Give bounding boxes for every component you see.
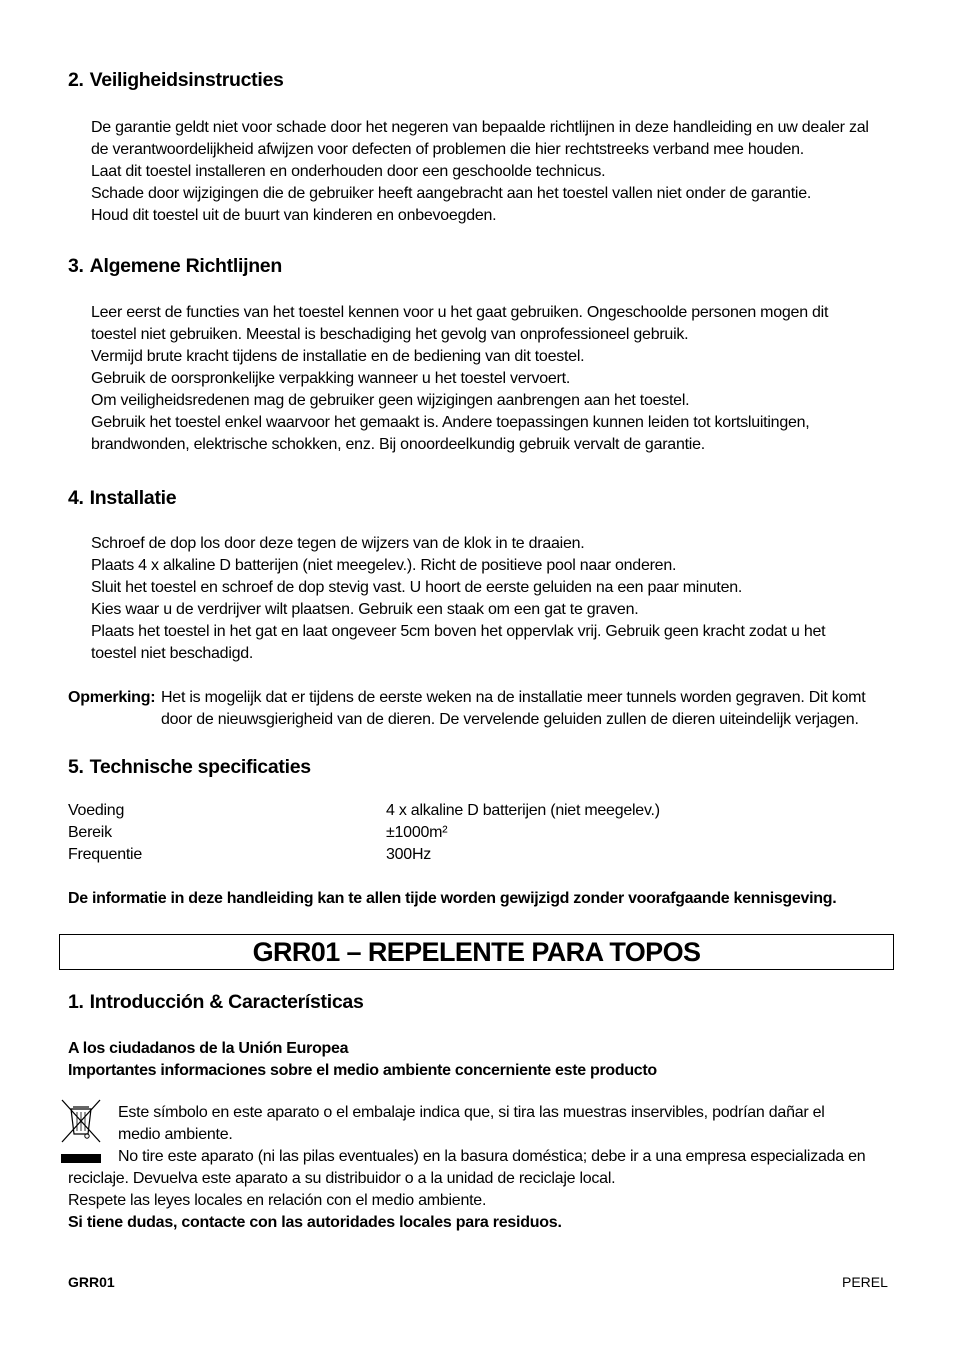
section-title: Introducción & Características [89,991,364,1013]
section-title: Installatie [89,487,177,509]
env-text-line: No tire este aparato (ni las pilas eventuales) en la basura doméstica; debe ir a una empresa especializada en [118,1148,866,1165]
text-line: Gebruik het toestel enkel waarvoor het gemaakt is. Andere toepassingen kunnen leiden tot kortsluitingen, [91,414,810,431]
spec-key: Voeding [68,802,125,819]
eu-heading: A los ciudadanos de la Unión Europea [68,1040,349,1057]
section-heading-technische-specificaties [68,756,311,779]
text-line: Houd dit toestel uit de buurt van kinderen en onbevoegden. [91,207,497,224]
text-line: de verantwoordelijkheid afwijzen voor defecten of problemen die hier rechtstreeks verband mee houden. [91,141,804,158]
section-title: Veiligheidsinstructies [89,69,284,91]
env-text-line: Este símbolo en este aparato o el embalaje indica que, si tira las muestras inservibles, podrían dañar el [118,1104,825,1121]
section-heading-algemene-richtlijnen [68,255,282,278]
section-heading-introduccion [68,991,364,1014]
spec-value: 300Hz [386,846,431,863]
section-number: 2. [68,69,84,91]
footer-brand: PEREL [842,1274,888,1290]
text-line: Gebruik de oorspronkelijke verpakking wanneer u het toestel vervoert. [91,370,571,387]
text-line: toestel niet beschadigd. [91,645,254,662]
section-title: Technische specificaties [89,756,311,778]
language-section-banner: GRR01 – REPELENTE PARA TOPOS [59,934,894,970]
text-line: Sluit het toestel en schroef de dop stevig vast. U hoort de eerste geluiden na een paar minuten. [91,579,743,596]
text-line: Plaats 4 x alkaline D batterijen (niet meegelev.). Richt de positieve pool naar onderen. [91,557,677,574]
text-line: Vermijd brute kracht tijdens de installatie en de bediening van dit toestel. [91,348,585,365]
text-line: Plaats het toestel in het gat en laat ongeveer 5cm boven het oppervlak vrij. Gebruik geen kracht zodat u het [91,623,826,640]
section-body-algemene-richtlijnen [91,302,911,456]
text-line: De garantie geldt niet voor schade door het negeren van bepaalde richtlijnen in deze handleiding en uw dealer zal [91,119,869,136]
note-label: Opmerking: [68,689,156,706]
note-text-line: Het is mogelijk dat er tijdens de eerste weken na de installatie meer tunnels worden gegraven. Dit komt [161,689,866,706]
text-line: toestel niet gebruiken. Meestal is beschadiging het gevolg van onprofessioneel gebruik. [91,326,689,343]
note-text-line: door de nieuwsgierigheid van de dieren. De vervelende geluiden zullen de dieren uiteindelijk verjagen. [161,711,859,728]
section-number: 1. [68,991,84,1013]
footer-model: GRR01 [68,1274,115,1290]
spec-value: 4 x alkaline D batterijen (niet meegelev.) [386,802,660,819]
disclaimer-text: De informatie in deze handleiding kan te allen tijde worden gewijzigd zonder voorafgaande kennisgeving. [68,890,837,907]
text-line: Om veiligheidsredenen mag de gebruiker geen wijzigingen aanbrengen aan het toestel. [91,392,690,409]
env-text-line: medio ambiente. [118,1126,233,1143]
section-heading-installatie [68,487,176,510]
spec-value: ±1000m² [386,824,448,841]
section-number: 5. [68,756,84,778]
weee-bar-icon [61,1154,101,1163]
crossed-out-wheelie-bin-icon [59,1098,103,1146]
section-body-installatie [91,533,911,665]
text-line: Kies waar u de verdrijver wilt plaatsen. Gebruik een staak om een gat te graven. [91,601,639,618]
env-text-line: reciclaje. Devuelva este aparato a su distribuidor o a la unidad de reciclaje local. [68,1170,616,1187]
section-number: 4. [68,487,84,509]
text-line: brandwonden, elektrische schokken, enz. Bij onoordeelkundig gebruik vervalt de garantie. [91,436,705,453]
text-line: Laat dit toestel installeren en onderhouden door een geschoolde technicus. [91,163,606,180]
text-line: Leer eerst de functies van het toestel kennen voor u het gaat gebruiken. Ongeschoolde personen mogen dit [91,304,829,321]
section-title: Algemene Richtlijnen [89,255,282,277]
text-line: Schade door wijzigingen die de gebruiker heeft aangebracht aan het toestel vallen niet onder de garantie. [91,185,812,202]
env-text-line: Respete las leyes locales en relación con el medio ambiente. [68,1192,487,1209]
spec-key: Bereik [68,824,112,841]
env-heading: Importantes informaciones sobre el medio ambiente concerniente este producto [68,1062,657,1079]
env-bold-line: Si tiene dudas, contacte con las autoridades locales para residuos. [68,1214,562,1231]
section-body-veiligheidsinstructies [91,117,911,227]
section-heading-veiligheidsinstructies [68,69,284,92]
section-number: 3. [68,255,84,277]
text-line: Schroef de dop los door deze tegen de wijzers van de klok in te draaien. [91,535,585,552]
spec-key: Frequentie [68,846,142,863]
